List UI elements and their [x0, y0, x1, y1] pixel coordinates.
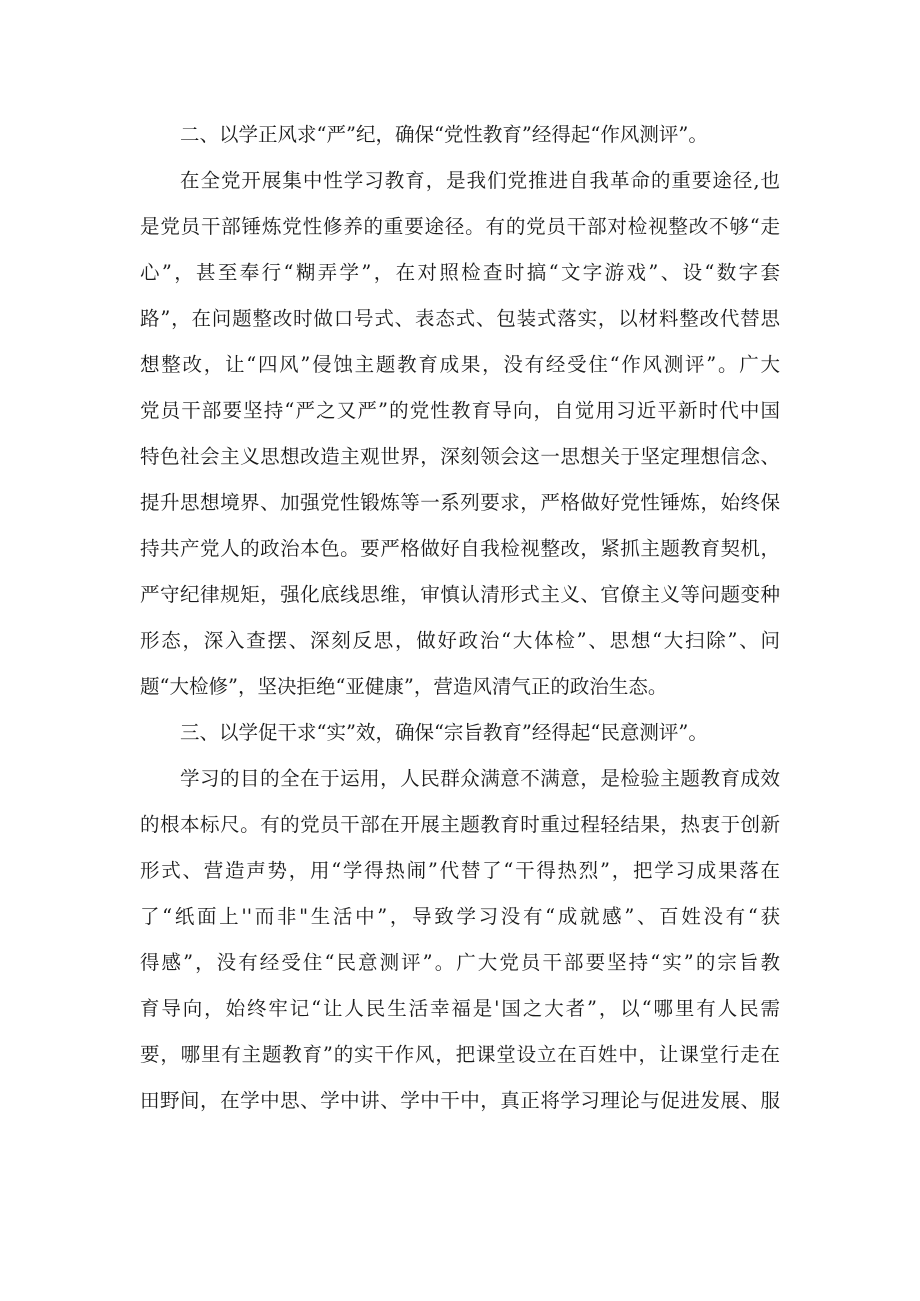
paragraph-line: 形态，深入查摆、深刻反思，做好政治“大体检”、思想“大扫除”、问: [140, 629, 780, 652]
section-heading-3: 三、以学促干求“实”效，确保“宗旨教育”经得起“民意测评”。: [180, 721, 708, 744]
paragraph-line: 严守纪律规矩，强化底线思维，审慎认清形式主义、官僚主义等问题变种: [140, 583, 780, 606]
paragraph-line: 学习的目的全在于运用，人民群众满意不满意，是检验主题教育成效: [180, 767, 780, 790]
document-body: [140, 112, 780, 1124]
paragraph-line: 特色社会主义思想改造主观世界，深刻领会这一思想关于坚定理想信念、: [140, 445, 780, 468]
paragraph-line: 是党员干部锤炼党性修养的重要途径。有的党员干部对检视整改不够“走: [140, 215, 780, 238]
paragraph-line: 党员干部要坚持“严之又严”的党性教育导向，自觉用习近平新时代中国: [140, 399, 780, 422]
paragraph-line: 要，哪里有主题教育”的实干作风，把课堂设立在百姓中，让课堂行走在: [140, 1043, 780, 1066]
paragraph-line: 育导向，始终牢记“让人民生活幸福是'国之大者”，以“哪里有人民需: [140, 997, 780, 1020]
paragraph-line: 路”，在问题整改时做口号式、表态式、包装式落实，以材料整改代替思: [140, 307, 780, 330]
paragraph-line: 持共产党人的政治本色。要严格做好自我检视整改，紧抓主题教育契机，: [140, 537, 780, 560]
section-heading-2: 二、以学正风求“严”纪，确保“党性教育”经得起“作风测评”。: [180, 123, 708, 146]
paragraph-line: 了“纸面上''而非"生活中”，导致学习没有“成就感”、百姓没有“获: [140, 905, 780, 928]
paragraph-line: 得感”，没有经受住“民意测评”。广大党员干部要坚持“实”的宗旨教: [140, 951, 780, 974]
paragraph-line: 的根本标尺。有的党员干部在开展主题教育时重过程轻结果，热衷于创新: [140, 813, 780, 836]
paragraph-line: 想整改，让“四风”侵蚀主题教育成果，没有经受住“作风测评”。广大: [140, 353, 780, 376]
paragraph-line: 形式、营造声势，用“学得热闹”代替了“干得热烈”，把学习成果落在: [140, 859, 780, 882]
paragraph-line: 题“大检修”，坚决拒绝“亚健康”，营造风清气正的政治生态。: [140, 675, 668, 698]
paragraph-line: 提升思想境界、加强党性锻炼等一系列要求，严格做好党性锤炼，始终保: [140, 491, 780, 514]
paragraph-line: 田野间，在学中思、学中讲、学中干中，真正将学习理论与促进发展、服: [140, 1089, 780, 1112]
paragraph-line: 心”，甚至奉行“糊弄学”，在对照检查时搞“文字游戏”、设“数字套: [140, 261, 780, 284]
paragraph-line: 在全党开展集中性学习教育，是我们党推进自我革命的重要途径,也: [180, 169, 780, 192]
